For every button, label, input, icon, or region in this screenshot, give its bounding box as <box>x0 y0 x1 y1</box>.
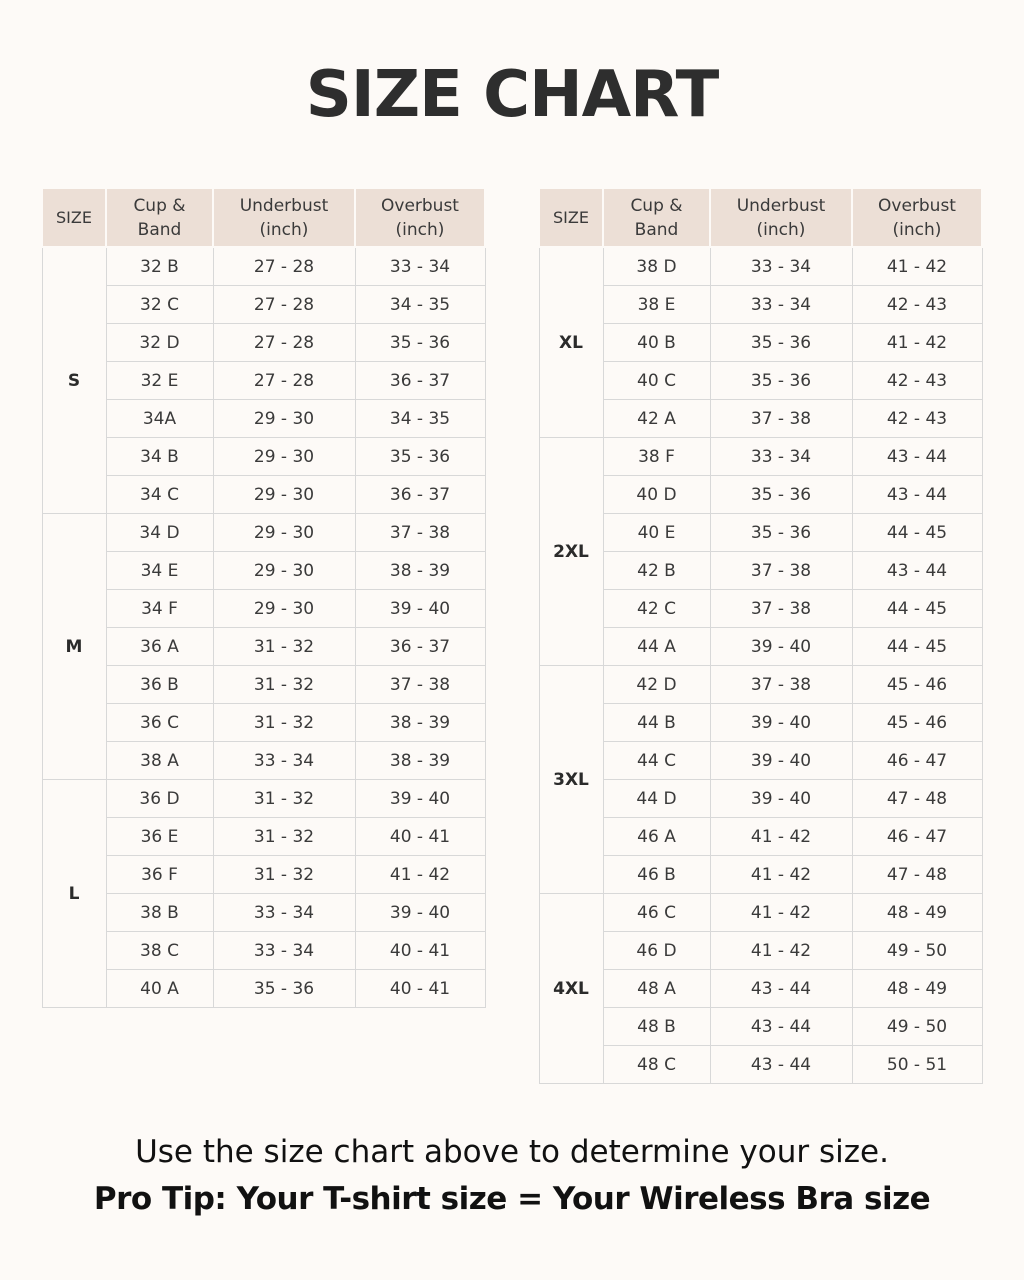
size-label: S <box>42 247 106 514</box>
overbust-cell: 36 - 37 <box>355 628 485 666</box>
underbust-cell: 43 - 44 <box>710 1008 852 1046</box>
underbust-cell: 39 - 40 <box>710 742 852 780</box>
overbust-cell: 42 - 43 <box>852 362 982 400</box>
underbust-cell: 29 - 30 <box>213 400 355 438</box>
underbust-cell: 33 - 34 <box>213 932 355 970</box>
table-row <box>42 780 485 818</box>
cup-band-cell: 36 C <box>106 704 213 742</box>
overbust-cell: 45 - 46 <box>852 666 982 704</box>
table-row <box>539 970 982 1008</box>
overbust-cell: 36 - 37 <box>355 362 485 400</box>
cup-band-cell: 36 F <box>106 856 213 894</box>
overbust-cell: 34 - 35 <box>355 400 485 438</box>
underbust-cell: 31 - 32 <box>213 666 355 704</box>
overbust-cell: 46 - 47 <box>852 818 982 856</box>
overbust-cell: 49 - 50 <box>852 932 982 970</box>
cup-band-cell: 46 A <box>603 818 710 856</box>
underbust-cell: 29 - 30 <box>213 590 355 628</box>
table-row <box>42 438 485 476</box>
cup-band-cell: 36 D <box>106 780 213 818</box>
table-row <box>539 476 982 514</box>
underbust-cell: 35 - 36 <box>710 324 852 362</box>
underbust-cell: 29 - 30 <box>213 476 355 514</box>
overbust-cell: 43 - 44 <box>852 476 982 514</box>
overbust-cell: 39 - 40 <box>355 780 485 818</box>
underbust-cell: 33 - 34 <box>213 894 355 932</box>
table-header-row <box>539 188 982 247</box>
cup-band-cell: 36 E <box>106 818 213 856</box>
overbust-cell: 38 - 39 <box>355 704 485 742</box>
table-row <box>539 1046 982 1084</box>
header-overbust <box>852 188 982 247</box>
size-label: M <box>42 514 106 780</box>
underbust-cell: 33 - 34 <box>710 247 852 286</box>
header-cup-band-line1: Cup & <box>630 195 683 216</box>
cup-band-cell: 40 C <box>603 362 710 400</box>
cup-band-cell: 44 D <box>603 780 710 818</box>
cup-band-cell: 46 C <box>603 894 710 932</box>
underbust-cell: 39 - 40 <box>710 780 852 818</box>
size-table-left <box>41 187 486 1008</box>
cup-band-cell: 38 E <box>603 286 710 324</box>
overbust-cell: 43 - 44 <box>852 438 982 476</box>
cup-band-cell: 32 C <box>106 286 213 324</box>
underbust-cell: 29 - 30 <box>213 514 355 552</box>
header-size: SIZE <box>539 188 603 247</box>
table-row <box>539 552 982 590</box>
cup-band-cell: 34A <box>106 400 213 438</box>
overbust-cell: 39 - 40 <box>355 894 485 932</box>
underbust-cell: 37 - 38 <box>710 590 852 628</box>
underbust-cell: 35 - 36 <box>710 476 852 514</box>
underbust-cell: 27 - 28 <box>213 247 355 286</box>
table-row <box>539 894 982 932</box>
table-row <box>42 362 485 400</box>
table-row <box>42 324 485 362</box>
overbust-cell: 40 - 41 <box>355 932 485 970</box>
cup-band-cell: 40 B <box>603 324 710 362</box>
header-overbust-line2: (inch) <box>892 219 942 240</box>
table-row <box>42 894 485 932</box>
size-label: 2XL <box>539 438 603 666</box>
table-row <box>539 590 982 628</box>
underbust-cell: 31 - 32 <box>213 818 355 856</box>
cup-band-cell: 42 D <box>603 666 710 704</box>
table-row <box>539 324 982 362</box>
overbust-cell: 33 - 34 <box>355 247 485 286</box>
table-row <box>42 704 485 742</box>
table-row <box>539 400 982 438</box>
table-row <box>42 932 485 970</box>
header-cup-band <box>106 188 213 247</box>
cup-band-cell: 46 B <box>603 856 710 894</box>
cup-band-cell: 48 B <box>603 1008 710 1046</box>
table-body <box>42 247 485 1008</box>
cup-band-cell: 32 B <box>106 247 213 286</box>
cup-band-cell: 40 D <box>603 476 710 514</box>
underbust-cell: 31 - 32 <box>213 856 355 894</box>
table-row <box>539 780 982 818</box>
cup-band-cell: 42 B <box>603 552 710 590</box>
underbust-cell: 41 - 42 <box>710 894 852 932</box>
header-cup-band <box>603 188 710 247</box>
overbust-cell: 47 - 48 <box>852 780 982 818</box>
underbust-cell: 31 - 32 <box>213 704 355 742</box>
header-cup-band-line2: Band <box>137 219 182 240</box>
cup-band-cell: 48 C <box>603 1046 710 1084</box>
cup-band-cell: 36 A <box>106 628 213 666</box>
cup-band-cell: 32 E <box>106 362 213 400</box>
cup-band-cell: 34 D <box>106 514 213 552</box>
table-row <box>42 742 485 780</box>
overbust-cell: 46 - 47 <box>852 742 982 780</box>
header-overbust-line2: (inch) <box>395 219 445 240</box>
cup-band-cell: 42 C <box>603 590 710 628</box>
overbust-cell: 42 - 43 <box>852 286 982 324</box>
overbust-cell: 44 - 45 <box>852 590 982 628</box>
overbust-cell: 41 - 42 <box>852 247 982 286</box>
header-overbust-line1: Overbust <box>878 195 956 216</box>
cup-band-cell: 40 E <box>603 514 710 552</box>
table-row <box>42 818 485 856</box>
underbust-cell: 41 - 42 <box>710 818 852 856</box>
overbust-cell: 48 - 49 <box>852 894 982 932</box>
overbust-cell: 47 - 48 <box>852 856 982 894</box>
cup-band-cell: 44 C <box>603 742 710 780</box>
header-underbust-line1: Underbust <box>736 195 826 216</box>
underbust-cell: 27 - 28 <box>213 286 355 324</box>
cup-band-cell: 38 C <box>106 932 213 970</box>
cup-band-cell: 32 D <box>106 324 213 362</box>
footer-pro-tip: Pro Tip: Your T-shirt size = Your Wireless Bra size <box>93 1181 931 1217</box>
underbust-cell: 43 - 44 <box>710 1046 852 1084</box>
overbust-cell: 36 - 37 <box>355 476 485 514</box>
cup-band-cell: 38 B <box>106 894 213 932</box>
footer-instruction: Use the size chart above to determine your size. <box>135 1134 889 1170</box>
underbust-cell: 39 - 40 <box>710 704 852 742</box>
overbust-cell: 41 - 42 <box>852 324 982 362</box>
page-title: SIZE CHART <box>305 58 719 132</box>
underbust-cell: 27 - 28 <box>213 324 355 362</box>
table-row <box>42 590 485 628</box>
header-size: SIZE <box>42 188 106 247</box>
cup-band-cell: 44 B <box>603 704 710 742</box>
cup-band-cell: 34 B <box>106 438 213 476</box>
size-label: L <box>42 780 106 1008</box>
underbust-cell: 33 - 34 <box>710 438 852 476</box>
overbust-cell: 44 - 45 <box>852 514 982 552</box>
overbust-cell: 38 - 39 <box>355 552 485 590</box>
overbust-cell: 48 - 49 <box>852 970 982 1008</box>
overbust-cell: 40 - 41 <box>355 818 485 856</box>
overbust-cell: 35 - 36 <box>355 438 485 476</box>
underbust-cell: 37 - 38 <box>710 400 852 438</box>
size-label: XL <box>539 247 603 438</box>
overbust-cell: 40 - 41 <box>355 970 485 1008</box>
header-cup-band-line1: Cup & <box>133 195 186 216</box>
cup-band-cell: 38 D <box>603 247 710 286</box>
underbust-cell: 35 - 36 <box>213 970 355 1008</box>
size-table-right <box>538 187 983 1084</box>
table-row <box>42 286 485 324</box>
cup-band-cell: 34 E <box>106 552 213 590</box>
size-label: 3XL <box>539 666 603 894</box>
underbust-cell: 43 - 44 <box>710 970 852 1008</box>
table-row <box>539 1008 982 1046</box>
overbust-cell: 41 - 42 <box>355 856 485 894</box>
header-underbust <box>213 188 355 247</box>
underbust-cell: 39 - 40 <box>710 628 852 666</box>
cup-band-cell: 36 B <box>106 666 213 704</box>
header-underbust <box>710 188 852 247</box>
cup-band-cell: 46 D <box>603 932 710 970</box>
table-body <box>539 247 982 1084</box>
table-row <box>539 742 982 780</box>
underbust-cell: 35 - 36 <box>710 514 852 552</box>
underbust-cell: 37 - 38 <box>710 666 852 704</box>
overbust-cell: 44 - 45 <box>852 628 982 666</box>
overbust-cell: 43 - 44 <box>852 552 982 590</box>
header-underbust-line1: Underbust <box>239 195 329 216</box>
table-row <box>539 286 982 324</box>
table-row <box>42 514 485 552</box>
header-cup-band-line2: Band <box>634 219 679 240</box>
table-row <box>42 476 485 514</box>
cup-band-cell: 48 A <box>603 970 710 1008</box>
header-underbust-line2: (inch) <box>756 219 806 240</box>
overbust-cell: 50 - 51 <box>852 1046 982 1084</box>
underbust-cell: 29 - 30 <box>213 552 355 590</box>
table-row <box>539 247 982 286</box>
table-row <box>539 704 982 742</box>
underbust-cell: 31 - 32 <box>213 628 355 666</box>
underbust-cell: 41 - 42 <box>710 856 852 894</box>
overbust-cell: 34 - 35 <box>355 286 485 324</box>
table-header-row <box>42 188 485 247</box>
cup-band-cell: 34 C <box>106 476 213 514</box>
underbust-cell: 41 - 42 <box>710 932 852 970</box>
size-label: 4XL <box>539 894 603 1084</box>
overbust-cell: 35 - 36 <box>355 324 485 362</box>
overbust-cell: 39 - 40 <box>355 590 485 628</box>
cup-band-cell: 40 A <box>106 970 213 1008</box>
underbust-cell: 33 - 34 <box>710 286 852 324</box>
underbust-cell: 29 - 30 <box>213 438 355 476</box>
table-row <box>539 514 982 552</box>
cup-band-cell: 34 F <box>106 590 213 628</box>
header-underbust-line2: (inch) <box>259 219 309 240</box>
table-row <box>539 628 982 666</box>
table-row <box>42 666 485 704</box>
table-row <box>539 856 982 894</box>
underbust-cell: 35 - 36 <box>710 362 852 400</box>
overbust-cell: 49 - 50 <box>852 1008 982 1046</box>
table-row <box>42 552 485 590</box>
overbust-cell: 45 - 46 <box>852 704 982 742</box>
underbust-cell: 31 - 32 <box>213 780 355 818</box>
table-row <box>42 247 485 286</box>
cup-band-cell: 42 A <box>603 400 710 438</box>
table-row <box>539 438 982 476</box>
cup-band-cell: 44 A <box>603 628 710 666</box>
underbust-cell: 33 - 34 <box>213 742 355 780</box>
table-row <box>42 970 485 1008</box>
table-row <box>539 666 982 704</box>
header-overbust <box>355 188 485 247</box>
underbust-cell: 37 - 38 <box>710 552 852 590</box>
overbust-cell: 42 - 43 <box>852 400 982 438</box>
header-overbust-line1: Overbust <box>381 195 459 216</box>
cup-band-cell: 38 A <box>106 742 213 780</box>
overbust-cell: 37 - 38 <box>355 514 485 552</box>
table-row <box>42 400 485 438</box>
overbust-cell: 38 - 39 <box>355 742 485 780</box>
underbust-cell: 27 - 28 <box>213 362 355 400</box>
table-row <box>539 818 982 856</box>
table-row <box>539 362 982 400</box>
overbust-cell: 37 - 38 <box>355 666 485 704</box>
cup-band-cell: 38 F <box>603 438 710 476</box>
table-row <box>539 932 982 970</box>
table-row <box>42 856 485 894</box>
table-row <box>42 628 485 666</box>
